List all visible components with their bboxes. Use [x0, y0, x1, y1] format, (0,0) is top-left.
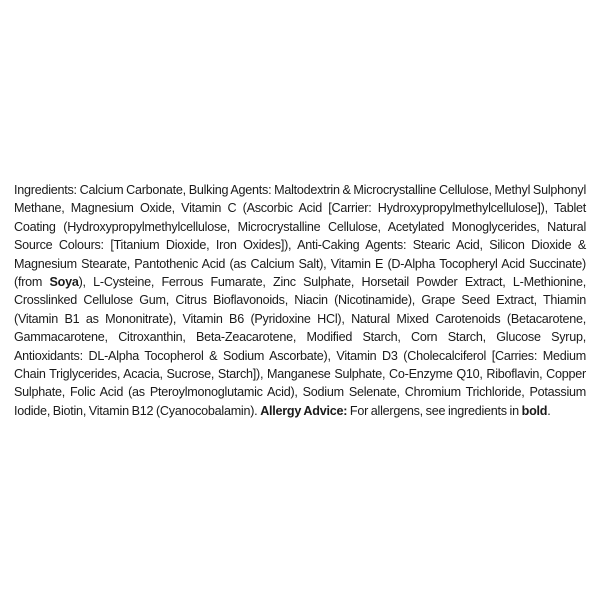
allergy-advice-heading: Allergy Advice:	[260, 403, 348, 418]
allergy-advice-end: .	[547, 403, 551, 418]
ingredients-list-continued: ), L-Cysteine, Ferrous Fumarate, Zinc Sulphate, Horsetail Powder Extract, L-Methionine, Crosslinked Cellulose Gum, Citrus Bioflavonoids, Niacin (Nicotinamide), Grape Seed Extract, Thiamin (Vitamin B1 as Mononitrate), Vitamin B6 (Pyridoxine HCl), Natural Mixed Carotenoids (Betacarotene, Gammacarotene, Citroxanthin, Beta-Zeacarotene, Modified Starch, Corn Starch, Glucose Syrup, Antioxidants: DL-Alpha Tocopherol & Sodium Ascorbate), Vitamin D3 (Cholecalciferol [Carries: Medium Chain Triglycerides, Acacia, Sucrose, Starch]), Manganese Sulphate, Co-Enzyme Q10, Riboflavin, Copper Sulphate, Folic Acid (as Pteroylmonoglutamic Acid), Sodium Selenate, Chromium Trichloride, Potassium Iodide, Biotin, Vitamin B12 (Cyanocobalamin).	[14, 275, 586, 418]
allergy-bold-word: bold	[521, 403, 548, 418]
allergy-advice-text: For allergens, see ingredients in	[347, 403, 522, 418]
allergen-soya: Soya	[49, 275, 79, 290]
ingredients-list: Ingredients: Calcium Carbonate, Bulking Agents: Maltodextrin & Microcrystalline Cellulose, Methyl Sulphonyl Methane, Magnesium Oxide, Vitamin C (Ascorbic Acid [Carrier: Hydroxypropylmethylcellulose]), Tablet Coating (Hydroxypropylmethylcellulose, Microcrystalline Cellulose, Acetylated Monoglycerides, Natural Source Colours: [Titanium Dioxide, Iron Oxides]), Anti-Caking Agents: Stearic Acid, Silicon Dioxide & Magnesium Stearate, Pantothenic Acid (as Calcium Salt), Vitamin E (D-Alpha Tocopheryl Acid Succinate) (from	[14, 183, 586, 290]
ingredients-panel	[14, 181, 586, 420]
